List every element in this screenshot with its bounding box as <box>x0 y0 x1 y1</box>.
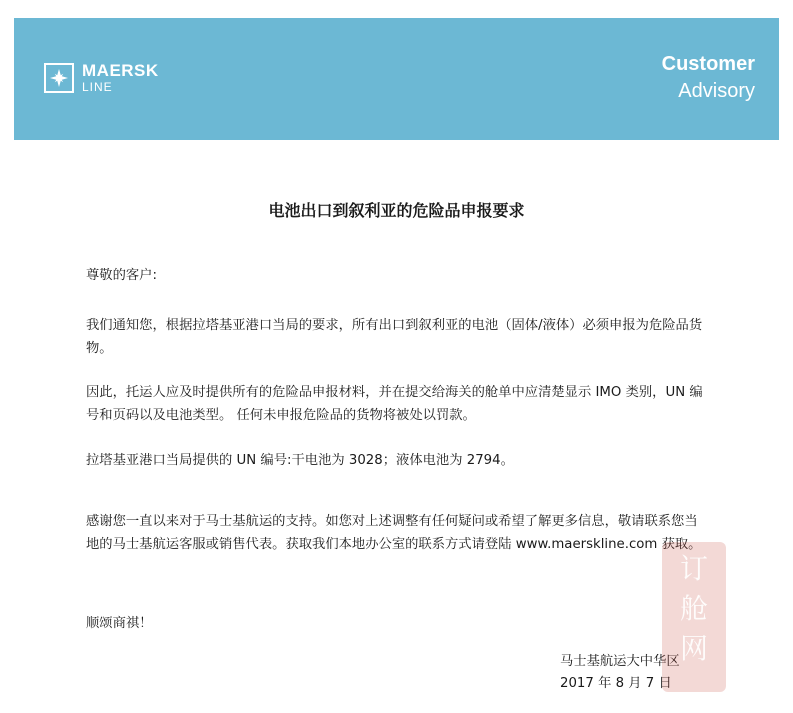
customer-advisory-label <box>662 51 755 105</box>
svg-text:订: 订 <box>679 552 709 585</box>
advisory-line2: Advisory <box>678 80 755 102</box>
signature-date: 2017 年 8 月 7 日 <box>560 676 672 691</box>
paragraph-un-numbers: 拉塔基亚港口当局提供的 UN 编号:干电池为 3028；液体电池为 2794。 <box>86 453 514 468</box>
closing: 顺颂商祺！ <box>86 616 153 631</box>
paragraph-notice: 我们通知您，根据拉塔基亚港口当局的要求，所有出口到叙利亚的电池（固体/液体）必须申报为危险品货物。 <box>86 318 703 356</box>
paragraph-thanks: 感谢您一直以来对于马士基航运的支持。如您对上述调整有任何疑问或希望了解更多信息，敬请联系您当地的马士基航运客服或销售代表。获取我们本地办公室的联系方式请登陆 www.maerskline.com 获取。 <box>86 514 702 552</box>
document-title: 电池出口到叙利亚的危险品申报要求 <box>268 201 525 220</box>
advisory-line1: Customer <box>661 53 755 75</box>
paragraph-requirements: 因此，托运人应及时提供所有的危险品申报材料，并在提交给海关的舱单中应清楚显示 IMO 类别，UN 编号和页码以及电池类型。 任何未申报危险品的货物将被处以罚款。 <box>86 385 703 423</box>
header-banner <box>14 18 779 140</box>
star-icon <box>44 63 74 93</box>
maersk-logo <box>44 62 159 93</box>
signature-org: 马士基航运大中华区 <box>560 654 680 669</box>
svg-text:网: 网 <box>679 632 709 665</box>
logo-name: MAERSK <box>82 61 159 80</box>
logo-subtitle: LINE <box>82 80 113 94</box>
salutation: 尊敬的客户: <box>86 268 157 283</box>
svg-text:舱: 舱 <box>679 592 709 625</box>
watermark-seal <box>654 538 734 698</box>
